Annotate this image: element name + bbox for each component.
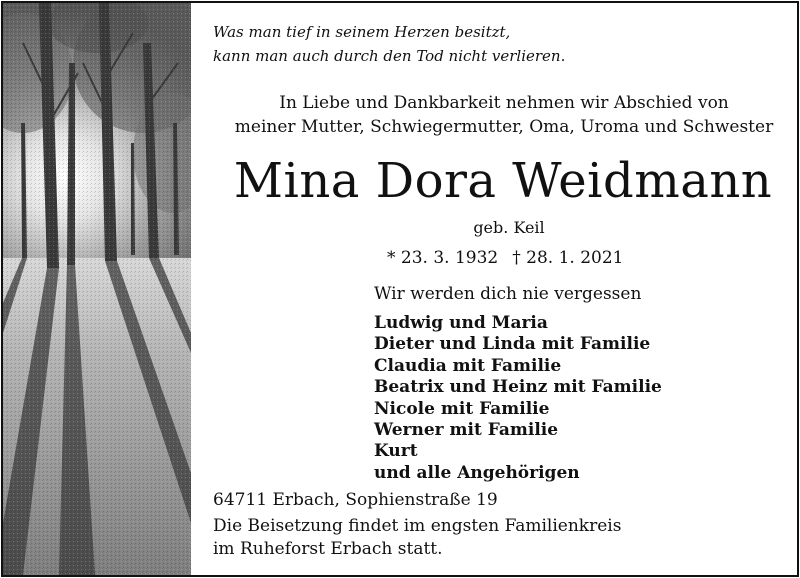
mourner: Beatrix und Heinz mit Familie	[374, 377, 662, 398]
burial-line: im Ruheforst Erbach statt.	[213, 539, 443, 559]
mourner: Dieter und Linda mit Familie	[374, 334, 651, 355]
obituary-card	[1, 1, 799, 577]
mourner: Nicole mit Familie	[374, 398, 550, 419]
mourner: und alle Angehörigen	[374, 462, 580, 483]
memorial-quote	[213, 20, 565, 68]
burial-notice	[213, 515, 621, 561]
obituary-text	[191, 3, 797, 575]
burial-line: Die Beisetzung findet im engsten Familienkreis	[213, 516, 622, 536]
mourner: Claudia mit Familie	[374, 355, 562, 376]
life-dates	[387, 246, 623, 270]
mourner: Werner mit Familie	[374, 420, 559, 441]
deceased-name: Mina Dora Weidmann	[233, 153, 773, 209]
park-trees-photo	[3, 3, 191, 575]
intro-line: In Liebe und Dankbarkeit nehmen wir Abschied von	[279, 93, 729, 113]
birth-name: geb. Keil	[473, 218, 545, 237]
remembrance-line: Wir werden dich nie vergessen	[374, 284, 642, 304]
mourners-list	[374, 313, 662, 484]
intro-text	[191, 91, 797, 139]
birth-date: * 23. 3. 1932	[387, 248, 499, 268]
quote-line: Was man tief in seinem Herzen besitzt,	[213, 23, 511, 41]
mourner: Kurt	[374, 441, 418, 462]
intro-line: meiner Mutter, Schwiegermutter, Oma, Uroma und Schwester	[234, 117, 774, 137]
death-date: † 28. 1. 2021	[512, 248, 624, 268]
quote-line: kann man auch durch den Tod nicht verlieren.	[213, 47, 566, 65]
address: 64711 Erbach, Sophienstraße 19	[213, 490, 498, 510]
mourner: Ludwig und Maria	[374, 313, 548, 333]
